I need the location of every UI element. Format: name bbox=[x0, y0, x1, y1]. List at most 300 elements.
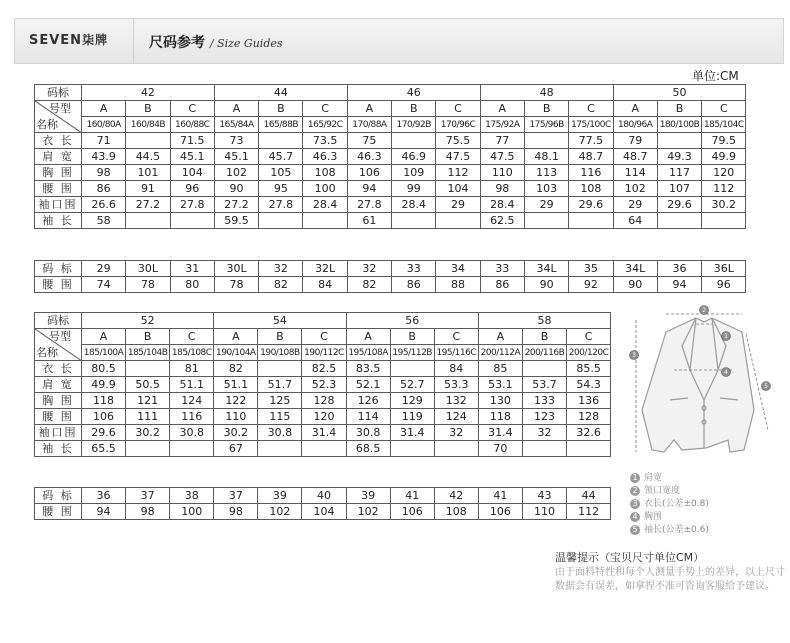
pants-waist-cell: 110 bbox=[522, 504, 566, 520]
legend-number-badge: 2 bbox=[630, 486, 640, 496]
value-cell: 59.5 bbox=[214, 213, 258, 229]
type-cell: A bbox=[478, 329, 522, 345]
size-label-cell: 码标 bbox=[35, 313, 82, 329]
value-cell: 28.4 bbox=[303, 197, 347, 213]
pants-waist-cell: 96 bbox=[702, 277, 746, 293]
pants-size-cell: 32 bbox=[259, 261, 303, 277]
value-cell bbox=[258, 361, 302, 377]
value-cell: 30.2 bbox=[126, 425, 170, 441]
value-cell: 61 bbox=[347, 213, 391, 229]
row-label-cell: 衣 长 bbox=[35, 133, 82, 149]
value-cell: 47.5 bbox=[480, 149, 524, 165]
value-cell: 122 bbox=[214, 393, 258, 409]
value-cell: 117 bbox=[657, 165, 701, 181]
pants-size-cell: 34L bbox=[524, 261, 568, 277]
value-cell: 49.9 bbox=[82, 377, 126, 393]
value-cell: 112 bbox=[702, 181, 746, 197]
pants-waist-cell: 112 bbox=[567, 504, 611, 520]
pants-size-cell: 42 bbox=[434, 488, 478, 504]
code-cell: 160/84B bbox=[126, 117, 170, 133]
value-cell: 116 bbox=[569, 165, 613, 181]
value-cell bbox=[390, 441, 434, 457]
measurement-row bbox=[35, 425, 611, 441]
pants-size-cell: 36L bbox=[702, 261, 746, 277]
pants-waist-cell: 84 bbox=[303, 277, 347, 293]
type-cell: B bbox=[126, 329, 170, 345]
type-cell: B bbox=[258, 329, 302, 345]
pants-size-row bbox=[35, 261, 746, 277]
value-cell bbox=[303, 213, 347, 229]
value-cell: 105 bbox=[259, 165, 303, 181]
value-cell: 85.5 bbox=[567, 361, 611, 377]
pants-size-cell: 39 bbox=[346, 488, 390, 504]
row-label-cell: 袖口围 bbox=[35, 425, 82, 441]
name-label: 名称 bbox=[36, 346, 58, 359]
value-cell: 75.5 bbox=[436, 133, 480, 149]
type-cell: B bbox=[392, 101, 436, 117]
legend-text: 胸围 bbox=[644, 512, 663, 522]
pants-size-cell: 39 bbox=[258, 488, 302, 504]
size-row bbox=[35, 313, 611, 329]
size-cell: 50 bbox=[613, 85, 746, 101]
value-cell: 130 bbox=[478, 393, 522, 409]
value-cell: 45.1 bbox=[214, 149, 258, 165]
logo-text: SEVEN bbox=[29, 33, 83, 48]
pants-size-cell: 34 bbox=[436, 261, 480, 277]
type-cell: B bbox=[126, 101, 170, 117]
value-cell: 28.4 bbox=[392, 197, 436, 213]
pants-size-cell: 36 bbox=[657, 261, 701, 277]
pants-waist-cell: 82 bbox=[259, 277, 303, 293]
pants-size-cell: 38 bbox=[170, 488, 214, 504]
value-cell bbox=[170, 441, 214, 457]
svg-text:3: 3 bbox=[632, 352, 636, 359]
row-label-cell: 袖 长 bbox=[35, 441, 82, 457]
svg-text:1: 1 bbox=[724, 333, 728, 340]
code-cell: 195/116C bbox=[434, 345, 478, 361]
value-cell: 96 bbox=[170, 181, 214, 197]
value-cell bbox=[522, 361, 566, 377]
pants-size-cell: 29 bbox=[82, 261, 126, 277]
value-cell: 126 bbox=[346, 393, 390, 409]
value-cell: 28.4 bbox=[480, 197, 524, 213]
pants-size-table-1 bbox=[34, 260, 746, 293]
value-cell: 49.9 bbox=[702, 149, 746, 165]
size-row bbox=[35, 85, 746, 101]
value-cell: 47.5 bbox=[436, 149, 480, 165]
value-cell: 48.7 bbox=[569, 149, 613, 165]
value-cell: 52.1 bbox=[346, 377, 390, 393]
pants-waist-cell: 94 bbox=[82, 504, 126, 520]
pants-waist-row bbox=[35, 277, 746, 293]
value-cell: 51.7 bbox=[258, 377, 302, 393]
value-cell bbox=[392, 213, 436, 229]
value-cell: 49.3 bbox=[657, 149, 701, 165]
value-cell: 82 bbox=[214, 361, 258, 377]
value-cell: 102 bbox=[214, 165, 258, 181]
value-cell bbox=[567, 441, 611, 457]
row-label-cell: 胸 围 bbox=[35, 393, 82, 409]
value-cell bbox=[436, 213, 480, 229]
value-cell bbox=[524, 133, 568, 149]
value-cell: 53.7 bbox=[522, 377, 566, 393]
value-cell: 83.5 bbox=[346, 361, 390, 377]
value-cell: 48.1 bbox=[524, 149, 568, 165]
header-banner bbox=[14, 18, 784, 64]
value-cell bbox=[126, 361, 170, 377]
pants-waist-label-cell: 腰 围 bbox=[35, 504, 82, 520]
diagonal-header-cell bbox=[35, 329, 82, 361]
value-cell: 31.4 bbox=[302, 425, 346, 441]
value-cell: 82.5 bbox=[302, 361, 346, 377]
value-cell: 52.7 bbox=[390, 377, 434, 393]
svg-text:4: 4 bbox=[724, 369, 728, 376]
value-cell: 119 bbox=[390, 409, 434, 425]
type-cell: A bbox=[347, 101, 391, 117]
diagonal-header-cell bbox=[35, 101, 82, 133]
value-cell: 68.5 bbox=[346, 441, 390, 457]
value-cell: 120 bbox=[702, 165, 746, 181]
type-cell: B bbox=[390, 329, 434, 345]
svg-text:2: 2 bbox=[702, 307, 706, 314]
value-cell: 29 bbox=[613, 197, 657, 213]
pants-size-cell: 32L bbox=[303, 261, 347, 277]
legend-number-badge: 5 bbox=[630, 525, 640, 535]
value-cell: 30.8 bbox=[346, 425, 390, 441]
value-cell: 108 bbox=[303, 165, 347, 181]
code-cell: 185/100A bbox=[82, 345, 126, 361]
value-cell bbox=[522, 441, 566, 457]
value-cell: 106 bbox=[347, 165, 391, 181]
type-cell: C bbox=[569, 101, 613, 117]
value-cell: 27.8 bbox=[259, 197, 303, 213]
code-cell: 195/112B bbox=[390, 345, 434, 361]
value-cell bbox=[302, 441, 346, 457]
type-cell: C bbox=[567, 329, 611, 345]
type-cell: B bbox=[657, 101, 701, 117]
value-cell: 30.2 bbox=[702, 197, 746, 213]
pants-waist-cell: 74 bbox=[82, 277, 126, 293]
value-cell: 27.2 bbox=[126, 197, 170, 213]
unit-label: 单位:CM bbox=[692, 69, 739, 83]
value-cell: 120 bbox=[302, 409, 346, 425]
code-cell: 200/116B bbox=[522, 345, 566, 361]
page-title: 尺码参考 / Size Guides bbox=[149, 35, 283, 51]
value-cell: 31.4 bbox=[478, 425, 522, 441]
pants-waist-cell: 78 bbox=[126, 277, 170, 293]
size-cell: 52 bbox=[82, 313, 214, 329]
value-cell: 30.8 bbox=[258, 425, 302, 441]
legend-text: 领口宽度 bbox=[644, 486, 681, 496]
type-cell: C bbox=[702, 101, 746, 117]
value-cell: 121 bbox=[126, 393, 170, 409]
value-cell: 116 bbox=[170, 409, 214, 425]
value-cell: 73.5 bbox=[303, 133, 347, 149]
code-cell: 170/92B bbox=[392, 117, 436, 133]
type-cell: C bbox=[170, 329, 214, 345]
value-cell bbox=[170, 213, 214, 229]
code-cell: 175/100C bbox=[569, 117, 613, 133]
measurement-row bbox=[35, 213, 746, 229]
pants-size-cell: 40 bbox=[302, 488, 346, 504]
pants-waist-cell: 106 bbox=[478, 504, 522, 520]
value-cell: 118 bbox=[82, 393, 126, 409]
type-cell: A bbox=[214, 101, 258, 117]
pants-waist-cell: 108 bbox=[434, 504, 478, 520]
code-cell: 165/88B bbox=[259, 117, 303, 133]
value-cell: 129 bbox=[390, 393, 434, 409]
value-cell: 98 bbox=[82, 165, 126, 181]
code-cell: 200/120C bbox=[567, 345, 611, 361]
value-cell: 29.6 bbox=[657, 197, 701, 213]
type-cell: B bbox=[522, 329, 566, 345]
value-cell: 43.9 bbox=[82, 149, 126, 165]
row-label-cell: 衣 长 bbox=[35, 361, 82, 377]
value-cell: 29.6 bbox=[569, 197, 613, 213]
legend-number-badge: 1 bbox=[630, 473, 640, 483]
value-cell: 58 bbox=[82, 213, 126, 229]
measurement-row bbox=[35, 165, 746, 181]
legend-item bbox=[630, 498, 709, 511]
type-cell: C bbox=[436, 101, 480, 117]
value-cell: 108 bbox=[569, 181, 613, 197]
legend-item bbox=[630, 472, 709, 485]
pants-size-cell: 33 bbox=[480, 261, 524, 277]
value-cell: 46.3 bbox=[347, 149, 391, 165]
type-cell: C bbox=[302, 329, 346, 345]
value-cell bbox=[434, 441, 478, 457]
legend-text: 衣长(公差±0.8) bbox=[644, 499, 709, 509]
page-title-en: / Size Guides bbox=[209, 37, 283, 50]
type-cell: B bbox=[259, 101, 303, 117]
value-cell bbox=[657, 133, 701, 149]
value-cell: 103 bbox=[524, 181, 568, 197]
value-cell: 27.2 bbox=[214, 197, 258, 213]
size-cell: 44 bbox=[214, 85, 347, 101]
legend-item bbox=[630, 524, 709, 537]
notice-body: 由于面料特性和每个人测量手势上的差异，以上尺寸数据会有误差，如拿捏不准可咨询客服给予建议。 bbox=[555, 567, 785, 592]
pants-size-cell: 37 bbox=[214, 488, 258, 504]
row-label-cell: 肩 宽 bbox=[35, 377, 82, 393]
value-cell: 46.9 bbox=[392, 149, 436, 165]
pants-size-cell: 37 bbox=[126, 488, 170, 504]
code-row bbox=[35, 345, 611, 361]
pants-waist-cell: 86 bbox=[392, 277, 436, 293]
value-cell: 114 bbox=[613, 165, 657, 181]
value-cell: 104 bbox=[436, 181, 480, 197]
code-cell: 160/88C bbox=[170, 117, 214, 133]
value-cell: 124 bbox=[434, 409, 478, 425]
value-cell: 102 bbox=[613, 181, 657, 197]
pants-size-cell: 31 bbox=[170, 261, 214, 277]
measurement-row bbox=[35, 197, 746, 213]
value-cell: 46.3 bbox=[303, 149, 347, 165]
suit-measurement-diagram bbox=[626, 300, 781, 465]
type-cell: A bbox=[613, 101, 657, 117]
code-cell: 165/92C bbox=[303, 117, 347, 133]
size-cell: 46 bbox=[347, 85, 480, 101]
value-cell: 29 bbox=[436, 197, 480, 213]
name-label: 名称 bbox=[36, 118, 58, 131]
pants-waist-cell: 100 bbox=[170, 504, 214, 520]
value-cell: 71 bbox=[82, 133, 126, 149]
type-cell: A bbox=[82, 101, 126, 117]
pants-waist-cell: 94 bbox=[657, 277, 701, 293]
pants-waist-cell: 102 bbox=[258, 504, 302, 520]
value-cell: 111 bbox=[126, 409, 170, 425]
value-cell: 54.3 bbox=[567, 377, 611, 393]
value-cell: 118 bbox=[478, 409, 522, 425]
value-cell: 80.5 bbox=[82, 361, 126, 377]
measurement-row bbox=[35, 149, 746, 165]
code-cell: 185/104B bbox=[126, 345, 170, 361]
value-cell: 32 bbox=[522, 425, 566, 441]
jacket-size-table-2 bbox=[34, 312, 611, 457]
value-cell: 104 bbox=[170, 165, 214, 181]
value-cell: 70 bbox=[478, 441, 522, 457]
value-cell bbox=[259, 133, 303, 149]
pants-size-cell: 30L bbox=[126, 261, 170, 277]
value-cell: 71.5 bbox=[170, 133, 214, 149]
row-label-cell: 袖 长 bbox=[35, 213, 82, 229]
row-label-cell: 肩 宽 bbox=[35, 149, 82, 165]
type-cell: C bbox=[434, 329, 478, 345]
pants-waist-cell: 102 bbox=[346, 504, 390, 520]
size-cell: 48 bbox=[480, 85, 613, 101]
pants-waist-cell: 104 bbox=[302, 504, 346, 520]
value-cell: 29 bbox=[524, 197, 568, 213]
pants-waist-cell: 86 bbox=[480, 277, 524, 293]
value-cell: 30.8 bbox=[170, 425, 214, 441]
size-label-cell: 码标 bbox=[35, 85, 82, 101]
pants-size-table-2 bbox=[34, 487, 611, 520]
type-cell: A bbox=[214, 329, 258, 345]
value-cell: 86 bbox=[82, 181, 126, 197]
value-cell: 125 bbox=[258, 393, 302, 409]
legend-text: 袖长(公差±0.6) bbox=[644, 525, 709, 535]
code-cell: 170/96C bbox=[436, 117, 480, 133]
value-cell: 115 bbox=[258, 409, 302, 425]
value-cell: 114 bbox=[346, 409, 390, 425]
measurement-row bbox=[35, 441, 611, 457]
row-label-cell: 腰 围 bbox=[35, 181, 82, 197]
value-cell: 132 bbox=[434, 393, 478, 409]
code-cell: 175/92A bbox=[480, 117, 524, 133]
code-cell: 180/96A bbox=[613, 117, 657, 133]
value-cell: 81 bbox=[170, 361, 214, 377]
logo-brand: 柒牌 bbox=[82, 33, 109, 47]
value-cell bbox=[390, 361, 434, 377]
measurement-row bbox=[35, 133, 746, 149]
value-cell: 32.6 bbox=[567, 425, 611, 441]
value-cell: 101 bbox=[126, 165, 170, 181]
pants-waist-row bbox=[35, 504, 611, 520]
pants-waist-cell: 78 bbox=[214, 277, 258, 293]
value-cell: 95 bbox=[259, 181, 303, 197]
value-cell bbox=[259, 213, 303, 229]
value-cell: 107 bbox=[657, 181, 701, 197]
code-cell: 190/108B bbox=[258, 345, 302, 361]
measurement-row bbox=[35, 393, 611, 409]
value-cell: 51.1 bbox=[170, 377, 214, 393]
measurement-row bbox=[35, 377, 611, 393]
pants-waist-cell: 98 bbox=[214, 504, 258, 520]
value-cell: 79.5 bbox=[702, 133, 746, 149]
model-label: 号型 bbox=[49, 102, 71, 115]
value-cell: 27.8 bbox=[170, 197, 214, 213]
value-cell: 91 bbox=[126, 181, 170, 197]
code-cell: 180/100B bbox=[657, 117, 701, 133]
logo bbox=[15, 19, 134, 63]
pants-size-cell: 33 bbox=[392, 261, 436, 277]
value-cell: 73 bbox=[214, 133, 258, 149]
notice-title: 温馨提示（宝贝尺寸单位CM） bbox=[555, 551, 705, 564]
value-cell: 123 bbox=[522, 409, 566, 425]
legend-text: 肩宽 bbox=[644, 473, 663, 483]
legend-item bbox=[630, 485, 709, 498]
pants-size-cell: 41 bbox=[390, 488, 434, 504]
value-cell: 113 bbox=[524, 165, 568, 181]
code-cell: 165/84A bbox=[214, 117, 258, 133]
svg-text:5: 5 bbox=[764, 383, 768, 390]
code-cell: 190/112C bbox=[302, 345, 346, 361]
size-cell: 42 bbox=[82, 85, 215, 101]
value-cell bbox=[126, 441, 170, 457]
value-cell bbox=[569, 213, 613, 229]
jacket-size-table-1 bbox=[34, 84, 746, 229]
value-cell: 27.8 bbox=[347, 197, 391, 213]
pants-waist-cell: 106 bbox=[390, 504, 434, 520]
value-cell: 30.2 bbox=[214, 425, 258, 441]
size-cell: 58 bbox=[478, 313, 610, 329]
code-cell: 160/80A bbox=[82, 117, 126, 133]
value-cell: 109 bbox=[392, 165, 436, 181]
pants-size-cell: 43 bbox=[522, 488, 566, 504]
value-cell: 128 bbox=[567, 409, 611, 425]
size-cell: 54 bbox=[214, 313, 346, 329]
value-cell bbox=[524, 213, 568, 229]
row-label-cell: 胸 围 bbox=[35, 165, 82, 181]
value-cell bbox=[126, 213, 170, 229]
value-cell: 64 bbox=[613, 213, 657, 229]
value-cell bbox=[657, 213, 701, 229]
value-cell: 75 bbox=[347, 133, 391, 149]
value-cell: 53.3 bbox=[434, 377, 478, 393]
value-cell: 48.7 bbox=[613, 149, 657, 165]
pants-waist-cell: 92 bbox=[569, 277, 613, 293]
value-cell: 110 bbox=[480, 165, 524, 181]
value-cell: 44.5 bbox=[126, 149, 170, 165]
size-cell: 56 bbox=[346, 313, 478, 329]
value-cell: 85 bbox=[478, 361, 522, 377]
value-cell bbox=[258, 441, 302, 457]
legend-number-badge: 3 bbox=[630, 499, 640, 509]
value-cell bbox=[702, 213, 746, 229]
value-cell: 84 bbox=[434, 361, 478, 377]
value-cell: 45.1 bbox=[170, 149, 214, 165]
value-cell: 50.5 bbox=[126, 377, 170, 393]
code-cell: 185/108C bbox=[170, 345, 214, 361]
value-cell: 98 bbox=[480, 181, 524, 197]
value-cell: 106 bbox=[82, 409, 126, 425]
value-cell: 124 bbox=[170, 393, 214, 409]
value-cell: 100 bbox=[303, 181, 347, 197]
type-cell: A bbox=[346, 329, 390, 345]
pants-size-cell: 44 bbox=[567, 488, 611, 504]
measurement-row bbox=[35, 409, 611, 425]
value-cell: 112 bbox=[436, 165, 480, 181]
value-cell: 110 bbox=[214, 409, 258, 425]
